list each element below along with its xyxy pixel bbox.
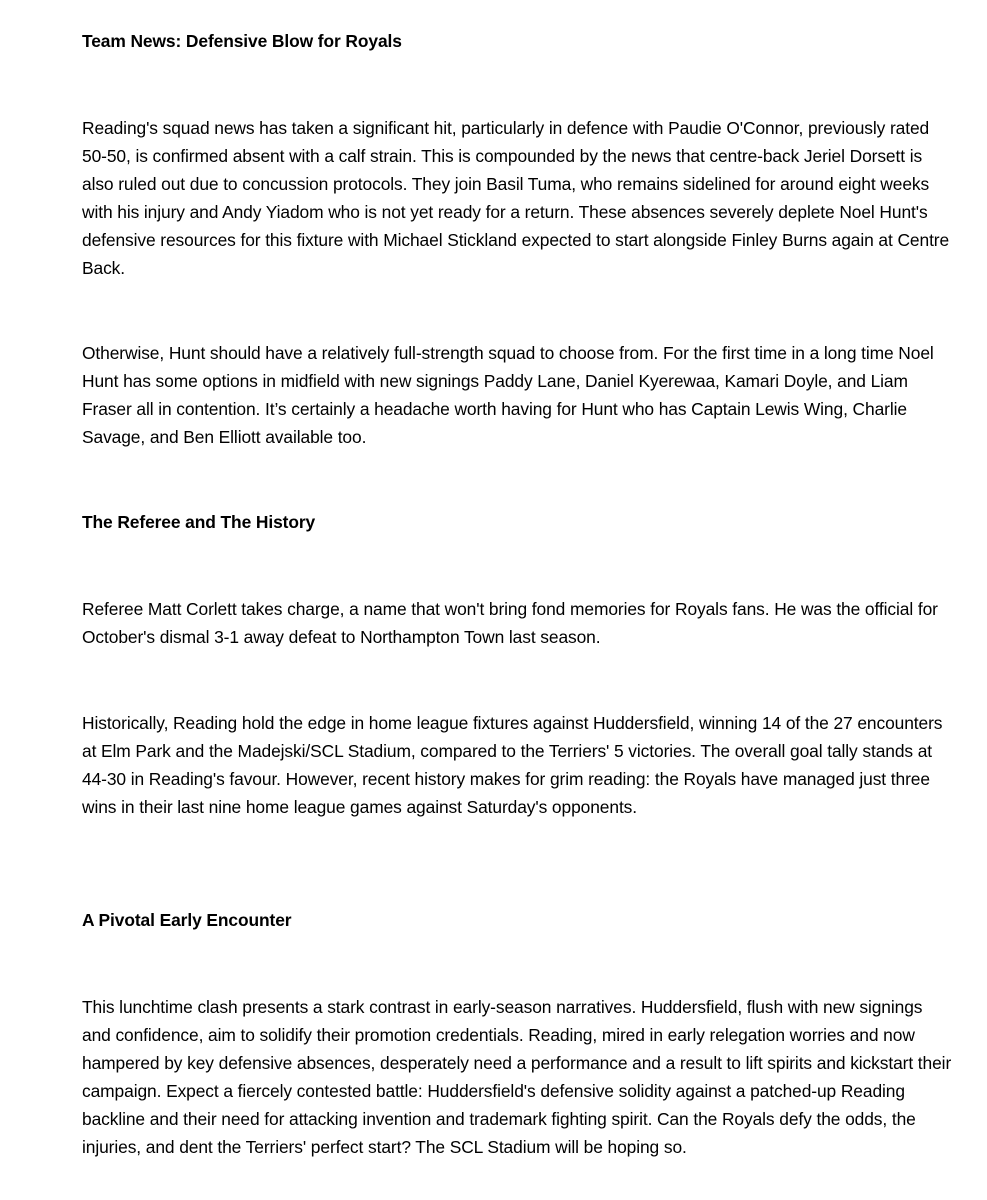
paragraph-team-news-injuries: Reading's squad news has taken a significant hit, particularly in defence with Paudie O'Connor, previously rated 50-50, is confirmed absent with a calf strain. This is compounded by the news that centre-back Jeriel Dorsett is also ruled out due to concussion protocols. They join Basil Tuma, who remains sidelined for around eight weeks with his injury and Andy Yiadom who is not yet ready for a return. These absences severely deplete Noel Hunt's defensive resources for this fixture with Michael Stickland expected to start alongside Finley Burns again at Centre Back. — [82, 118, 950, 278]
paragraph-pivotal-encounter: This lunchtime clash presents a stark contrast in early-season narratives. Huddersfield, flush with new signings and confidence, aim to solidify their promotion credentials. Reading, mired in early relegation worries and now hampered by key defensive absences, desperately need a performance and a result to lift spirits and kickstart their campaign. Expect a fiercely contested battle: Huddersfield's defensive solidity against a patched-up Reading backline and their need for attacking invention and trademark fighting spirit. Can the Royals defy the odds, the injuries, and dent the Terriers' perfect start? The SCL Stadium will be hoping so. — [82, 997, 952, 1157]
heading-team-news: Team News: Defensive Blow for Royals — [82, 31, 402, 51]
heading-referee-history: The Referee and The History — [82, 512, 316, 532]
paragraph-team-news-midfield: Otherwise, Hunt should have a relatively full-strength squad to choose from. For the first time in a long time Noel Hunt has some options in midfield with new signings Paddy Lane, Daniel Kyerewaa, Kamari Doyle, and Liam Fraser all in contention. It’s certainly a headache worth having for Hunt who has Captain Lewis Wing, Charlie Savage, and Ben Elliott available too. — [82, 343, 934, 447]
heading-pivotal-encounter: A Pivotal Early Encounter — [82, 910, 292, 930]
paragraph-history: Historically, Reading hold the edge in home league fixtures against Huddersfield, winning 14 of the 27 encounters at Elm Park and the Madejski/SCL Stadium, compared to the Terriers' 5 victories. The overall goal tally stands at 44-30 in Reading's favour. However, recent history makes for grim reading: the Royals have managed just three wins in their last nine home league games against Saturday's opponents. — [82, 713, 943, 817]
paragraph-referee: Referee Matt Corlett takes charge, a name that won't bring fond memories for Royals fans. He was the official for October's dismal 3-1 away defeat to Northampton Town last season. — [82, 599, 938, 647]
